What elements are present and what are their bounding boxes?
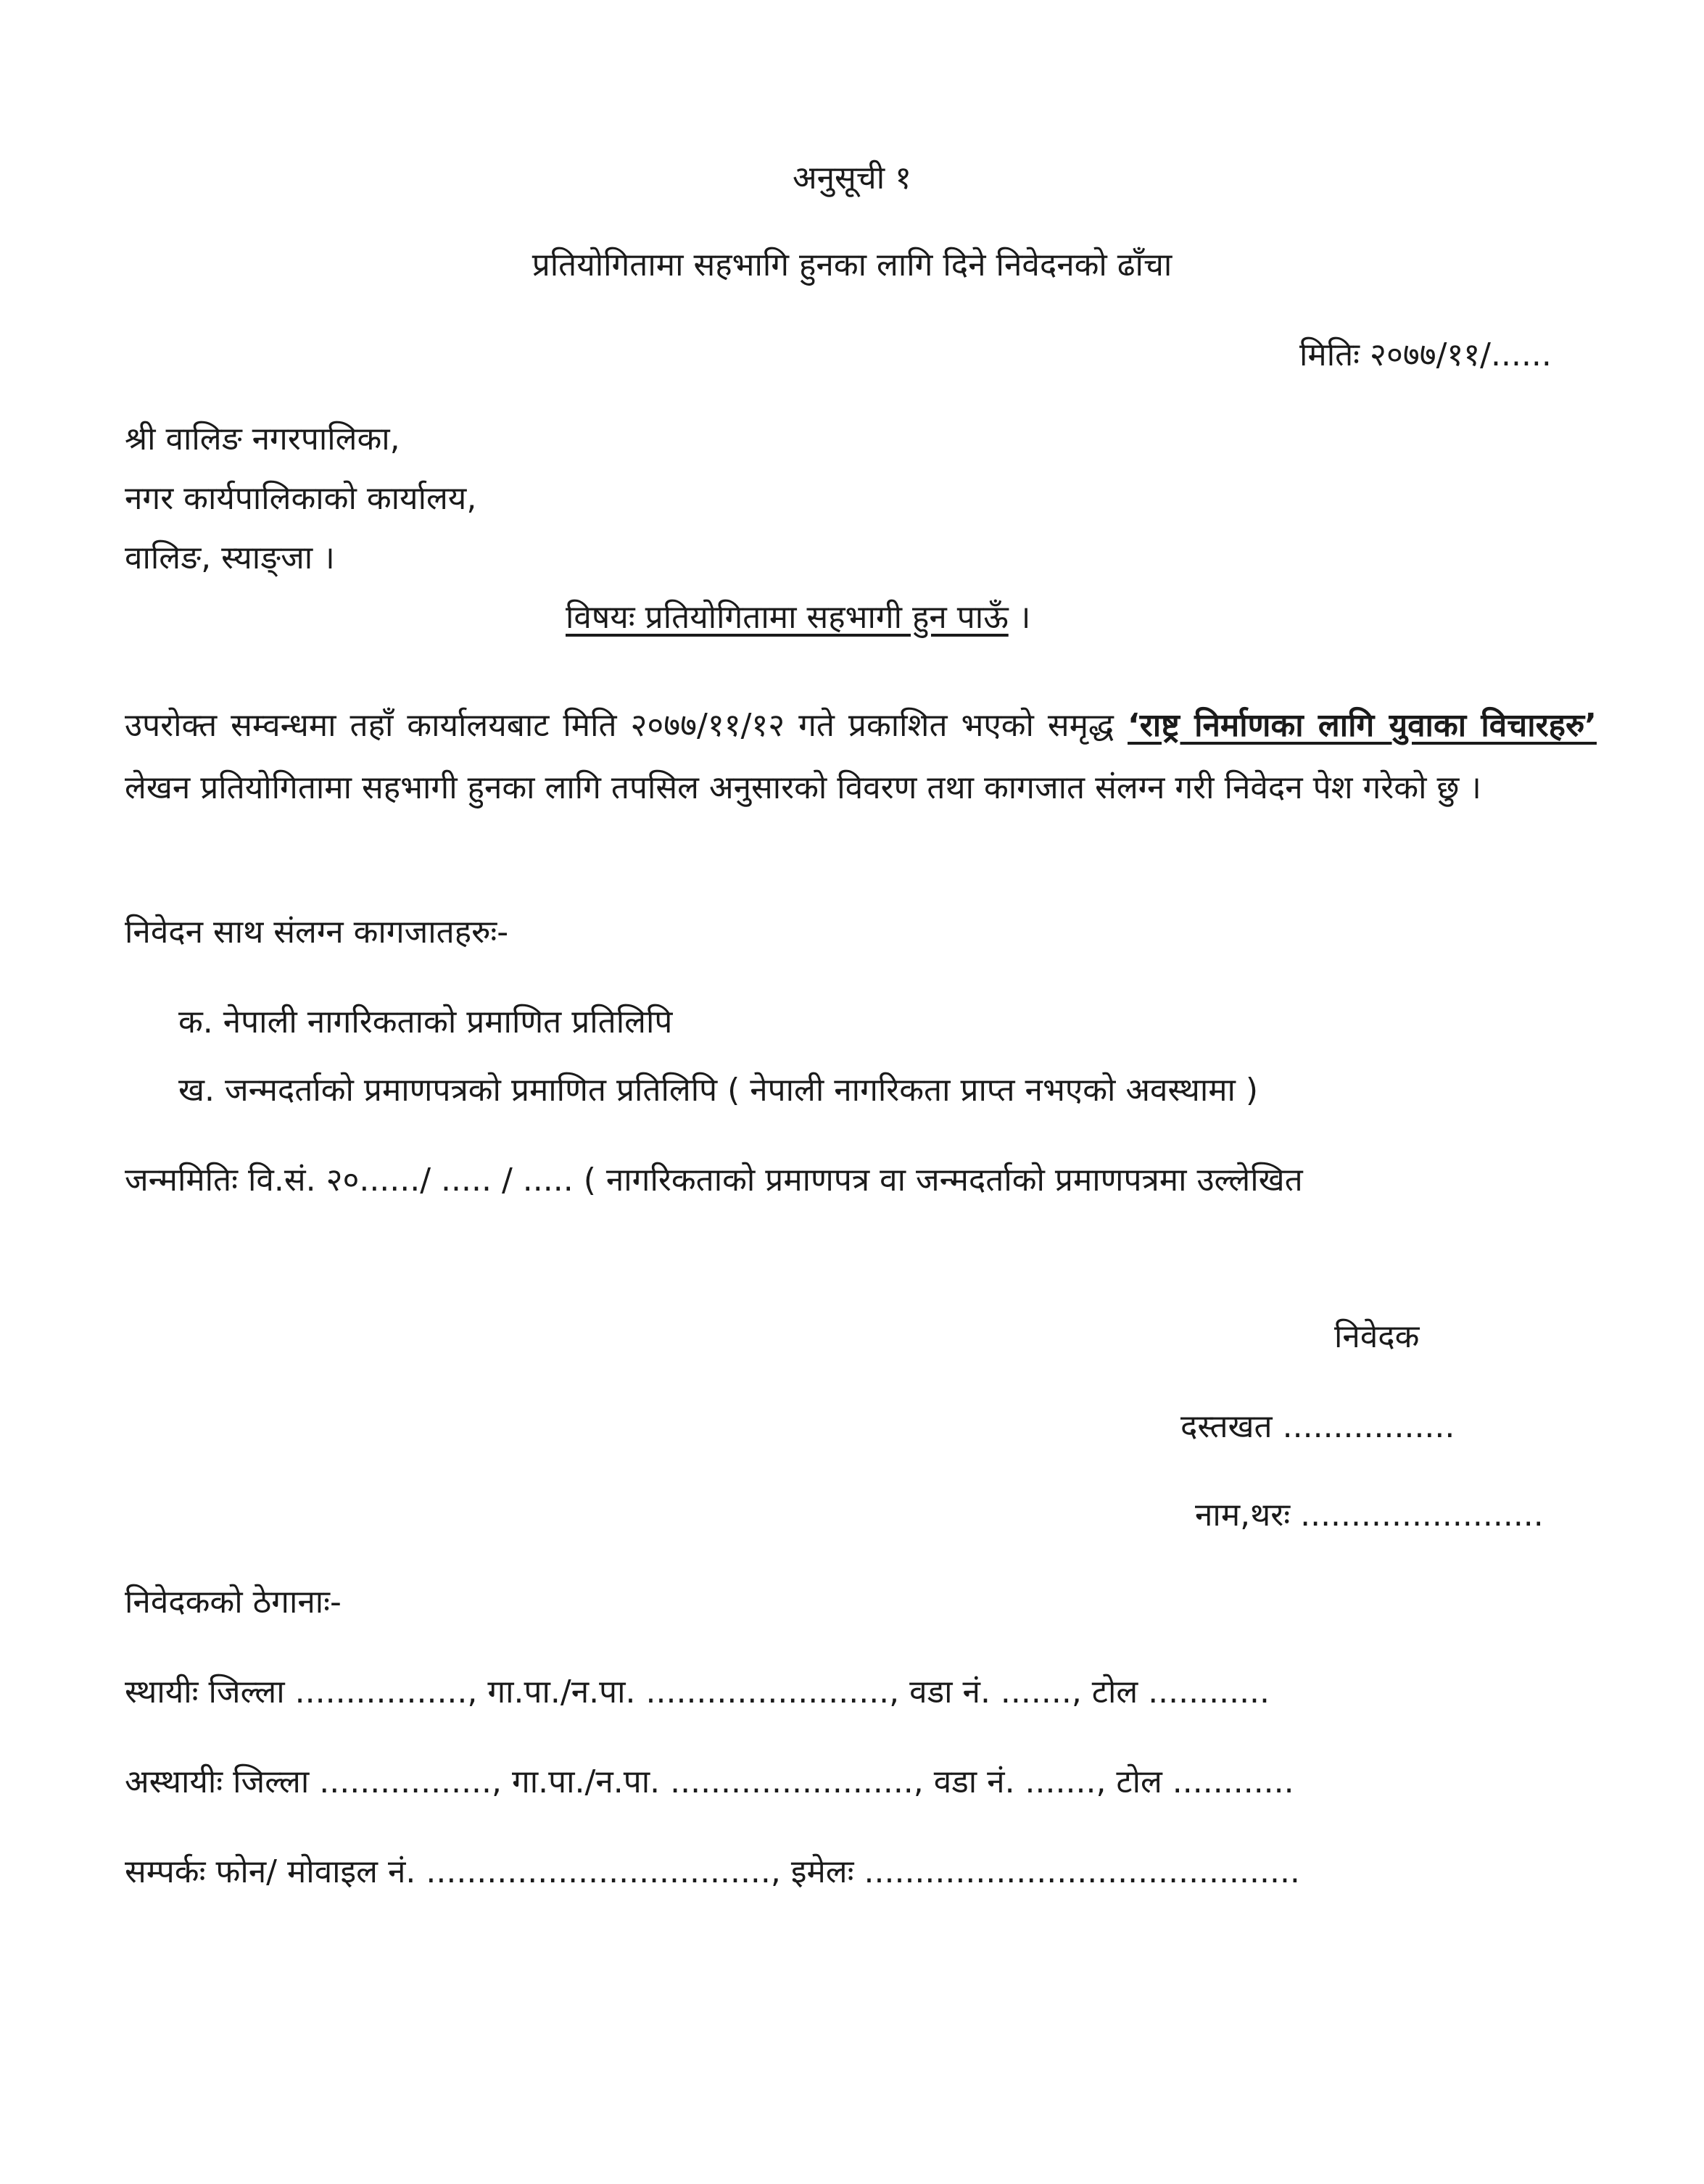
- applicant-address-heading: निवेदकको ठेगानाः-: [125, 1584, 342, 1621]
- body-part-1: उपरोक्त सम्वन्धमा तहाँ कार्यालयबाट मिति २०७७/११/१२ गते प्रकाशित भएको समृद्ध: [125, 707, 1128, 744]
- body-paragraph: [125, 695, 1597, 819]
- address-line-3: वालिङ, स्याङ्जा ।: [125, 539, 335, 576]
- form-title: प्रतियोगितामा सहभागि हुनका लागि दिने निवेदनको ढाँचा: [532, 247, 1172, 284]
- applicant-label: निवेदक: [1334, 1318, 1420, 1355]
- attachments-heading: निवेदन साथ संलग्न कागजातहरुः-: [125, 914, 509, 951]
- address-line-2: नगर कार्यपालिकाको कार्यालय,: [125, 480, 477, 517]
- temporary-address-line: अस्थायीः जिल्ला ................., गा.पा./न.पा. ........................, वडा नं. ......., टोल ............: [125, 1763, 1294, 1800]
- schedule-heading: अनुसूची १: [793, 160, 911, 197]
- permanent-address-line: स्थायीः जिल्ला ................., गा.पा./न.पा. ........................, वडा नं. ......., टोल ............: [125, 1674, 1270, 1711]
- subject-line: [566, 597, 1030, 638]
- name-line: नाम,थरः ........................: [1195, 1497, 1544, 1534]
- date-field: मितिः २०७७/११/......: [1299, 336, 1552, 373]
- attachment-item: ख. जन्मदर्ताको प्रमाणपत्रको प्रमाणित प्रतिलिपि ( नेपाली नागरिकता प्राप्त नभएको अवस्थामा ): [178, 1072, 1259, 1109]
- competition-title: ‘राष्ट्र निर्माणका लागि युवाका विचारहरु’: [1128, 707, 1597, 744]
- address-line-1: श्री वालिङ नगरपालिका,: [125, 421, 400, 458]
- subject-end: ।: [1008, 599, 1031, 636]
- contact-line: सम्पर्कः फोन/ मोवाइल नं. .................................., इमेलः ...........................................: [125, 1853, 1300, 1890]
- signature-line: दस्तखत .................: [1180, 1408, 1455, 1445]
- date-of-birth-line: जन्ममितिः वि.सं. २०....../ ..... / ..... ( नागरिकताको प्रमाणपत्र वा जन्मदर्ताको प्रमाणपत्रमा उल्लेखित: [125, 1162, 1303, 1199]
- subject-text: विषयः प्रतियोगितामा सहभागी हुन पाऊँ: [566, 599, 1009, 636]
- body-part-2: लेखन प्रतियोगितामा सहभागी हुनका लागि तपसिल अनुसारको विवरण तथा कागजात संलग्न गरी निवेदन पेश गरेको छु ।: [125, 769, 1481, 806]
- attachment-item: क. नेपाली नागरिकताको प्रमाणित प्रतिलिपि: [178, 1004, 673, 1041]
